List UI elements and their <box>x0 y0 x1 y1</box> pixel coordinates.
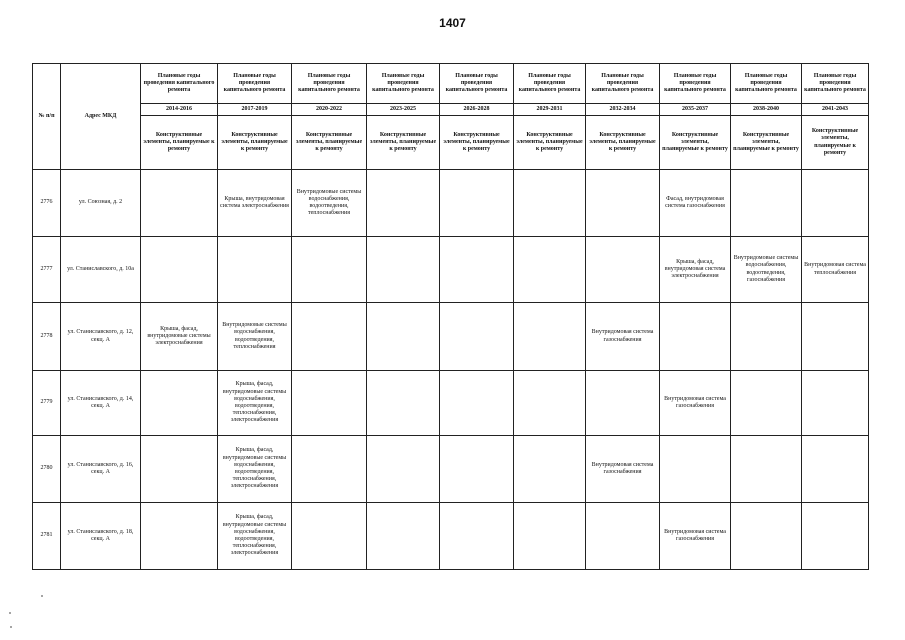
repair-cell <box>292 237 367 303</box>
repair-cell <box>440 371 514 436</box>
repair-cell <box>218 237 292 303</box>
repair-cell <box>440 170 514 237</box>
repair-cell <box>586 503 660 570</box>
row-address: ул. Станиславского, д. 18, секц. А <box>61 503 141 570</box>
header-period: 2035-2037 <box>660 104 731 116</box>
header-elements: Конструктивные элементы, планируемые к ремонту <box>731 116 802 170</box>
table-row <box>33 503 869 570</box>
header-planned-years: Плановые годы проведения капитального ремонта <box>218 64 292 104</box>
header-period: 2032-2034 <box>586 104 660 116</box>
row-number: 2780 <box>33 436 61 503</box>
header-elements: Конструктивные элементы, планируемые к ремонту <box>514 116 586 170</box>
elements-row <box>33 116 869 170</box>
header-planned-years: Плановые годы проведения капитального ремонта <box>514 64 586 104</box>
repair-cell <box>802 170 869 237</box>
row-address: ул. Союзная, д. 2 <box>61 170 141 237</box>
row-address: ул. Станиславского, д. 14, секц. А <box>61 371 141 436</box>
repair-cell: Внутридомовые системы водоснабжения, водоотведения, теплоснабжения <box>292 170 367 237</box>
row-number: 2777 <box>33 237 61 303</box>
repair-cell <box>141 503 218 570</box>
header-period: 2020-2022 <box>292 104 367 116</box>
header-address: Адрес МКД <box>61 64 141 170</box>
repair-cell <box>731 303 802 371</box>
repair-cell: Внутридомовая система газоснабжения <box>586 436 660 503</box>
row-number: 2781 <box>33 503 61 570</box>
header-period: 2014-2016 <box>141 104 218 116</box>
repair-cell <box>141 237 218 303</box>
header-planned-years: Плановые годы проведения капитального ремонта <box>660 64 731 104</box>
header-elements: Конструктивные элементы, планируемые к ремонту <box>660 116 731 170</box>
header-elements: Конструктивные элементы, планируемые к ремонту <box>292 116 367 170</box>
row-address: ул. Станиславского, д. 16, секц. А <box>61 436 141 503</box>
table-row <box>33 371 869 436</box>
repair-cell <box>141 436 218 503</box>
repair-cell <box>292 303 367 371</box>
header-period: 2023-2025 <box>367 104 440 116</box>
row-number: 2776 <box>33 170 61 237</box>
period-row <box>33 104 869 116</box>
repair-cell <box>141 170 218 237</box>
repair-cell <box>440 503 514 570</box>
repair-cell <box>802 303 869 371</box>
table-row <box>33 303 869 371</box>
header-elements: Конструктивные элементы, планируемые к ремонту <box>218 116 292 170</box>
repair-cell: Крыша, фасад, внутридомовые системы водоснабжения, водоотведения, теплоснабжения, электроснабжения <box>218 503 292 570</box>
repair-cell: Крыша, фасад, внутридомовая система электроснабжения <box>660 237 731 303</box>
header-period: 2017-2019 <box>218 104 292 116</box>
table-row <box>33 436 869 503</box>
repair-cell <box>367 503 440 570</box>
repair-cell: Внутридомовая система газоснабжения <box>586 303 660 371</box>
repair-cell: Крыша, внутридомовая система электроснабжения <box>218 170 292 237</box>
header-num: № п/п <box>33 64 61 170</box>
header-period: 2029-2031 <box>514 104 586 116</box>
repair-cell: Крыша, фасад, внутридомовые системы водоснабжения, водоотведения, теплоснабжения, электроснабжения <box>218 371 292 436</box>
repair-cell <box>586 371 660 436</box>
repair-cell <box>586 170 660 237</box>
page-number: 1407 <box>439 16 466 30</box>
repair-cell <box>514 303 586 371</box>
repair-cell <box>141 371 218 436</box>
repair-cell <box>367 237 440 303</box>
repair-cell <box>367 170 440 237</box>
repair-cell <box>514 436 586 503</box>
repair-cell <box>660 436 731 503</box>
repair-cell <box>514 371 586 436</box>
repair-cell <box>731 436 802 503</box>
repair-cell <box>367 371 440 436</box>
repair-cell <box>802 503 869 570</box>
repair-cell <box>440 303 514 371</box>
row-number: 2779 <box>33 371 61 436</box>
header-row <box>33 64 869 104</box>
repair-cell: Фасад, внутридомовая система газоснабжения <box>660 170 731 237</box>
header-period: 2041-2043 <box>802 104 869 116</box>
header-elements: Конструктивные элементы, планируемые к ремонту <box>440 116 514 170</box>
table-row <box>33 170 869 237</box>
repair-cell: Внутридомовая система газоснабжения <box>660 503 731 570</box>
repair-cell <box>367 436 440 503</box>
repair-cell <box>440 237 514 303</box>
header-planned-years: Плановые годы проведения капитального ремонта <box>367 64 440 104</box>
header-planned-years: Плановые годы проведения капитального ремонта <box>292 64 367 104</box>
repair-cell <box>514 237 586 303</box>
header-elements: Конструктивные элементы, планируемые к ремонту <box>802 116 869 170</box>
repair-cell <box>586 237 660 303</box>
repair-cell: Внутридомовые системы водоснабжения, водоотведения, газоснабжения <box>731 237 802 303</box>
repair-cell: Крыша, фасад, внутридомовые системы электроснабжения <box>141 303 218 371</box>
repair-cell <box>292 503 367 570</box>
header-planned-years: Плановые годы проведения капитального ремонта <box>440 64 514 104</box>
repair-cell: Крыша, фасад, внутридомовые системы водоснабжения, водоотведения, теплоснабжения, электроснабжения <box>218 436 292 503</box>
header-planned-years: Плановые годы проведения капитального ремонта <box>141 64 218 104</box>
capital-repair-schedule-table <box>32 63 869 570</box>
header-elements: Конструктивные элементы, планируемые к ремонту <box>586 116 660 170</box>
repair-cell <box>514 503 586 570</box>
header-planned-years: Плановые годы проведения капитального ремонта <box>802 64 869 104</box>
table-row <box>33 237 869 303</box>
repair-cell <box>367 303 440 371</box>
row-address: ул. Станиславского, д. 10а <box>61 237 141 303</box>
repair-cell <box>440 436 514 503</box>
repair-cell <box>731 371 802 436</box>
repair-cell <box>802 436 869 503</box>
header-period: 2026-2028 <box>440 104 514 116</box>
repair-cell <box>660 303 731 371</box>
row-number: 2778 <box>33 303 61 371</box>
header-period: 2038-2040 <box>731 104 802 116</box>
header-planned-years: Плановые годы проведения капитального ремонта <box>731 64 802 104</box>
repair-cell: Внутридомовая система теплоснабжения <box>802 237 869 303</box>
repair-cell <box>292 371 367 436</box>
row-address: ул. Станиславского, д. 12, секц. А <box>61 303 141 371</box>
repair-cell: Внутридомовые системы водоснабжения, водоотведения, теплоснабжения <box>218 303 292 371</box>
header-elements: Конструктивные элементы, планируемые к ремонту <box>141 116 218 170</box>
repair-cell <box>514 170 586 237</box>
repair-cell: Внутридомовая система газоснабжения <box>660 371 731 436</box>
repair-cell <box>731 170 802 237</box>
header-elements: Конструктивные элементы, планируемые к ремонту <box>367 116 440 170</box>
repair-cell <box>802 371 869 436</box>
header-planned-years: Плановые годы проведения капитального ремонта <box>586 64 660 104</box>
repair-cell <box>731 503 802 570</box>
repair-cell <box>292 436 367 503</box>
